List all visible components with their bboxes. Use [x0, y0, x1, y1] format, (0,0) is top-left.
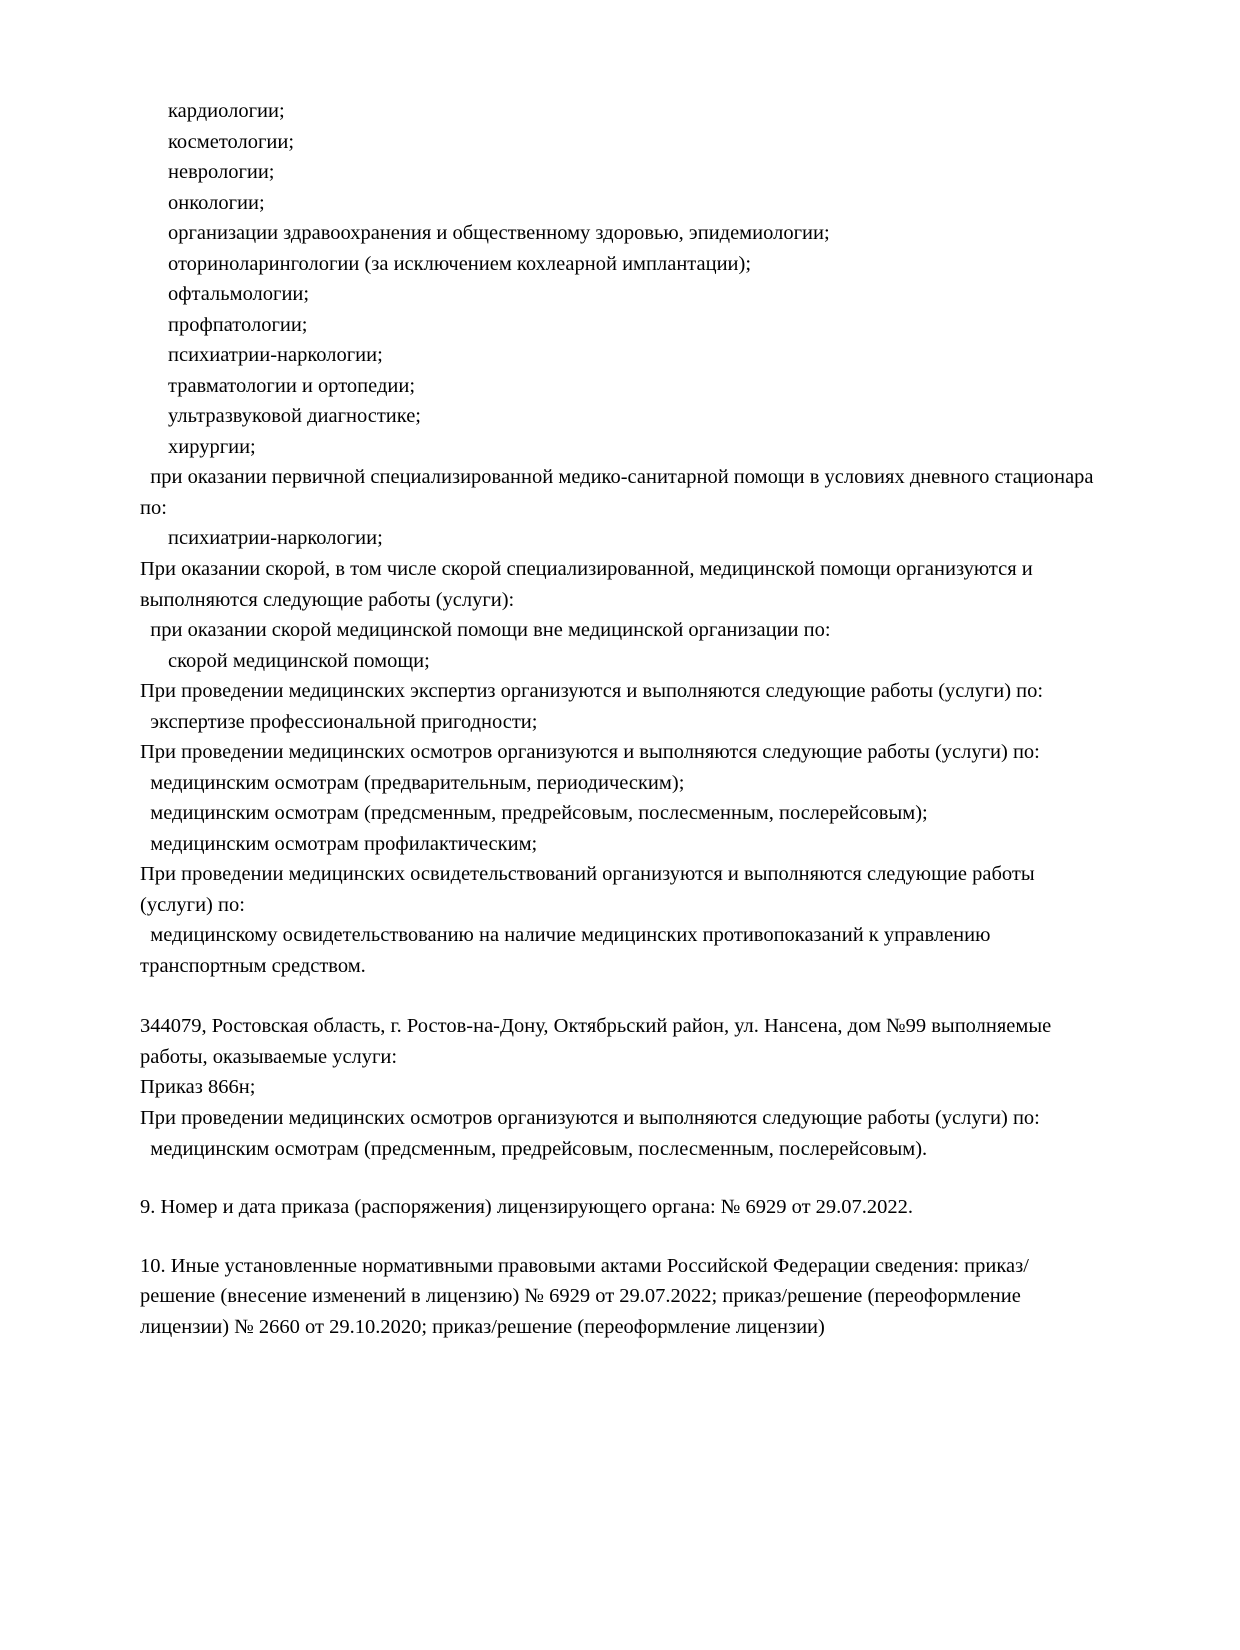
paragraph: при оказании первичной специализированной медико-санитарной помощи в условиях дневного стационара по: [140, 466, 1099, 519]
paragraph: При оказании скорой, в том числе скорой специализированной, медицинской помощи организуются и выполняются следующие работы (услуги): [140, 557, 1038, 611]
paragraph: При проведении медицинских экспертиз организуются и выполняются следующие работы (услуги) по: [140, 680, 1044, 703]
section-divider [140, 1223, 1100, 1251]
paragraph: 10. Иные установленные нормативными правовыми актами Российской Федерации сведения: приказ/решение (внесение изменений в лицензию) № 6929 от 29.07.2022; приказ/решение (переоформление лицензии) № 2660 от 29.10.2020; приказ/решение (переоформление лицензии) [140, 1254, 1029, 1338]
paragraph: При проведении медицинских осмотров организуются и выполняются следующие работы (услуги) по: [140, 741, 1040, 764]
list-item: психиатрии-наркологии; [168, 527, 383, 550]
list-item: хирургии; [168, 435, 256, 458]
list-item: косметологии; [168, 130, 295, 153]
list-item: кардиологии; [168, 100, 285, 122]
list-item: профпатологии; [168, 313, 308, 336]
list-item: психиатрии-наркологии; [168, 344, 383, 367]
list-item: организации здравоохранения и общественному здоровью, эпидемиологии; [168, 222, 830, 245]
section-divider [140, 981, 1100, 1011]
paragraph: При проведении медицинских осмотров организуются и выполняются следующие работы (услуги) по: [140, 1107, 1040, 1129]
list-item: медицинским осмотрам (предсменным, предрейсовым, послесменным, послерейсовым). [140, 1137, 928, 1160]
list-item: медицинскому освидетельствованию на наличие медицинских противопоказаний к управлению транспортным средством. [140, 924, 996, 977]
list-item: неврологии; [168, 161, 275, 184]
list-item: офтальмологии; [168, 283, 310, 306]
paragraph: При проведении медицинских освидетельствований организуются и выполняются следующие работы (услуги) по: [140, 863, 1040, 916]
section-address-block [140, 1011, 1100, 1164]
list-item: медицинским осмотрам профилактическим; [140, 832, 538, 855]
document-body [140, 96, 1100, 1342]
list-item: медицинским осмотрам (предсменным, предрейсовым, послесменным, послерейсовым); [140, 802, 928, 825]
list-item: медицинским осмотрам (предварительным, периодическим); [140, 771, 685, 794]
paragraph: 9. Номер и дата приказа (распоряжения) лицензирующего органа: № 6929 от 29.07.2022. [140, 1196, 914, 1219]
section-item-10 [140, 1251, 1100, 1343]
section-item-9 [140, 1192, 1100, 1223]
section-specialties-list [140, 96, 1100, 981]
list-item: оториноларингологии (за исключением кохлеарной имплантации); [168, 252, 752, 275]
list-item: онкологии; [168, 191, 265, 214]
order-reference: Приказ 866н; [140, 1076, 256, 1099]
list-item: ультразвуковой диагностике; [168, 405, 421, 428]
list-item: скорой медицинской помощи; [168, 649, 430, 672]
section-divider [140, 1164, 1100, 1192]
list-item: экспертизе профессиональной пригодности; [140, 710, 538, 733]
paragraph: при оказании скорой медицинской помощи вне медицинской организации по: [140, 619, 831, 642]
list-item: травматологии и ортопедии; [168, 374, 416, 397]
address-line: 344079, Ростовская область, г. Ростов-на-Дону, Октябрьский район, ул. Нансена, дом №99 выполняемые работы, оказываемые услуги: [140, 1015, 1057, 1068]
